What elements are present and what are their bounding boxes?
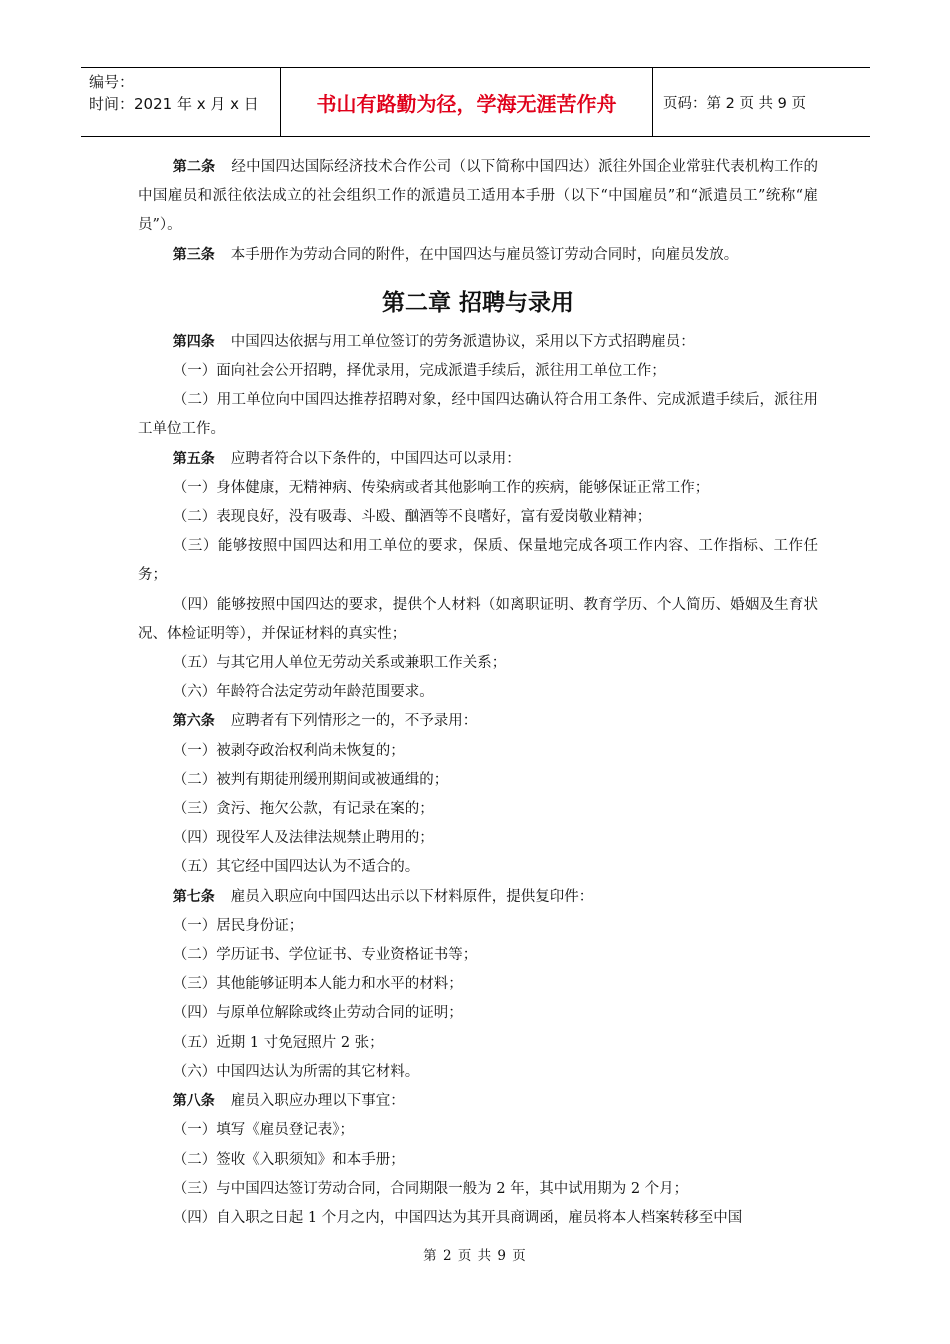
article-7 [138,883,818,912]
list-item: （三）贪污、拖欠公款，有记录在案的； [172,801,434,818]
date-label: 时间：2021 年 x 月 x 日 [89,95,259,113]
article-3 [138,241,818,270]
article-text: 应聘者有下列情形之一的，不予录用： [230,713,478,730]
article-5 [138,445,818,474]
document-body [138,153,818,1233]
article-text: 本手册作为劳动合同的附件，在中国四达与雇员签订劳动合同时，向雇员发放。 [230,246,739,263]
list-item: （五）与其它用人单位无劳动关系或兼职工作关系； [172,655,507,672]
list-item: （四）自入职之日起 1 个月之内，中国四达为其开具商调函，雇员将本人档案转移至中国 [172,1209,743,1226]
list-item: （二）表现良好，没有吸毒、斗殴、酗酒等不良嗜好，富有爱岗敬业精神； [172,509,652,526]
article-title: 第五条 [172,450,215,467]
list-item: （五）近期 1 寸免冠照片 2 张； [172,1034,384,1051]
list-item: （四）与原单位解除或终止劳动合同的证明； [172,1005,463,1022]
list-item: （一）身体健康，无精神病、传染病或者其他影响工作的疾病，能够保证正常工作； [172,479,710,496]
list-item: （六）中国四达认为所需的其它材料。 [172,1063,420,1080]
list-item: （二）被判有期徒刑缓刑期间或被通缉的； [172,771,449,788]
header-motto: 书山有路勤为径，学海无涯苦作舟 [281,68,653,136]
list-item: （四）现役军人及法律法规禁止聘用的； [172,830,434,847]
article-text: 雇员入职应办理以下事宜： [230,1093,405,1110]
article-text: 应聘者符合以下条件的，中国四达可以录用： [230,450,521,467]
article-text: 中国四达依据与用工单位签订的劳务派遣协议，采用以下方式招聘雇员： [230,333,695,350]
page-header [81,67,870,137]
list-item: （一）居民身份证； [172,917,304,934]
article-title: 第六条 [172,713,215,730]
list-item: （四）能够按照中国四达的要求，提供个人材料（如离职证明、教育学历、个人简历、婚姻及生育状况、体检证明等），并保证材料的真实性； [138,596,818,642]
article-text: 经中国四达国际经济技术合作公司（以下简称中国四达）派往外国企业常驻代表机构工作的中国雇员和派往依法成立的社会组织工作的派遣员工适用本手册（以下“中国雇员”和“派遣员工”统称“雇员”）。 [138,159,819,234]
list-item: （二）学历证书、学位证书、专业资格证书等； [172,947,478,964]
article-6 [138,707,818,736]
list-item: （一）面向社会公开招聘，择优录用，完成派遣手续后，派往用工单位工作； [172,363,666,380]
article-title: 第四条 [172,333,215,350]
list-item: （六）年龄符合法定劳动年龄范围要求。 [172,684,434,701]
article-2 [138,153,818,241]
list-item: （三）能够按照中国四达和用工单位的要求，保质、保量地完成各项工作内容、工作指标、工作任务； [138,538,818,584]
list-item: （二）用工单位向中国四达推荐招聘对象，经中国四达确认符合用工条件、完成派遣手续后，派往用工单位工作。 [138,392,818,438]
article-4 [138,328,818,357]
list-item: （一）填写《雇员登记表》； [172,1122,355,1139]
header-page-code: 页码：第 2 页 共 9 页 [663,95,806,112]
article-title: 第八条 [172,1093,215,1110]
list-item: （一）被剥夺政治权利尚未恢复的； [172,742,405,759]
article-title: 第二条 [172,159,216,175]
header-meta [81,68,281,136]
page-footer: 第 2 页 共 9 页 [423,1248,527,1264]
article-title: 第七条 [172,888,215,905]
list-item: （五）其它经中国四达认为不适合的。 [172,859,420,876]
serial-label: 编号： [89,73,135,91]
list-item: （三）与中国四达签订劳动合同，合同期限一般为 2 年，其中试用期为 2 个月； [172,1180,689,1197]
article-8 [138,1087,818,1116]
list-item: （三）其他能够证明本人能力和水平的材料； [172,976,463,993]
list-item: （二）签收《入职须知》和本手册； [172,1151,405,1168]
article-text: 雇员入职应向中国四达出示以下材料原件，提供复印件： [230,888,594,905]
chapter-heading: 第二章 招聘与录用 [381,289,574,316]
article-title: 第三条 [172,246,215,263]
